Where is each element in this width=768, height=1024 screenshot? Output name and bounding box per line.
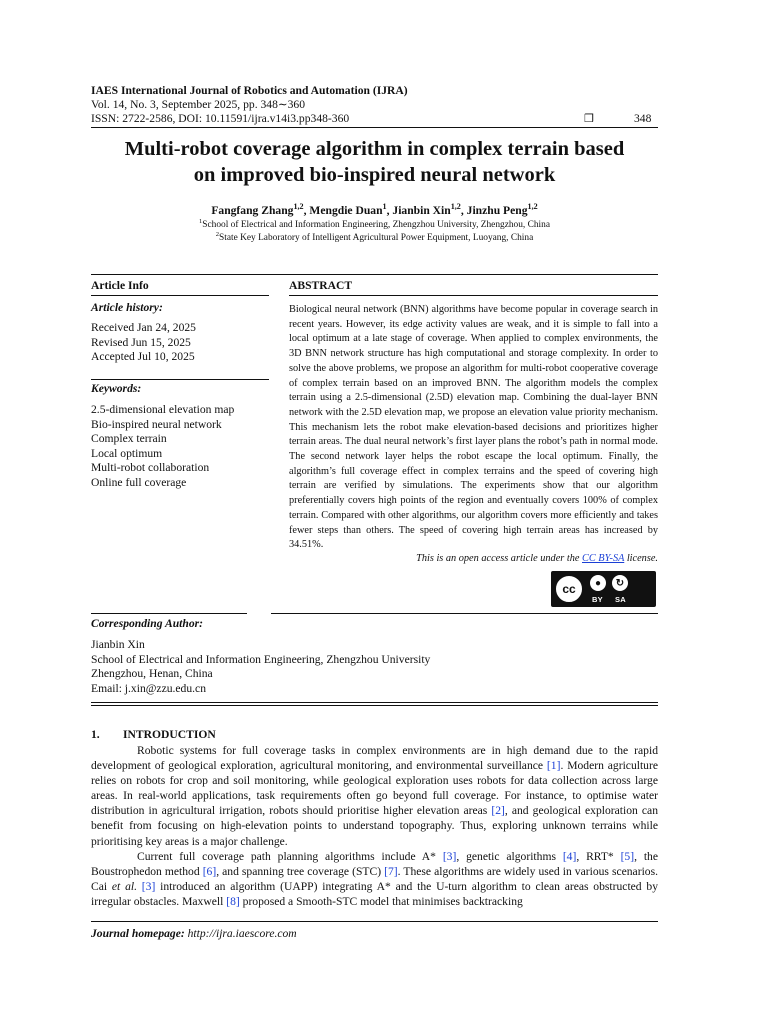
open-access-note	[289, 552, 658, 565]
volume-info: Vol. 14, No. 3, September 2025, pp. 348∼360	[91, 98, 305, 111]
cc-by-sa-link[interactable]: CC BY-SA	[582, 553, 625, 564]
intro-number: 1.	[91, 728, 100, 741]
intro-body	[91, 743, 658, 909]
intro-paragraph-2	[91, 849, 658, 909]
cc-attribution-group	[590, 574, 628, 604]
corresponding-city: Zhengzhou, Henan, China	[91, 667, 213, 681]
article-info-heading: Article Info	[91, 279, 149, 292]
intro-text: , and geological exploration can benefit from focusing on high-elevation points to understand topography. Thus, exploring unknown terrains while prioritising key areas is a major challenge.	[91, 804, 658, 848]
intro-text: , RRT*	[576, 849, 621, 863]
author-separator: ,	[303, 204, 310, 217]
homepage-label: Journal homepage:	[91, 927, 185, 940]
author-name: Fangfang Zhang	[211, 204, 294, 217]
intro-text: . Modern agriculture relies on robots for crop and soil monitoring, while geological exploration uses robots for data collection across large areas. In real-world applications, task requirements often go beyond full coverage. For instance, to optimise water distribution in agricultural irrigation, robots should prioritise higher elevation areas	[91, 759, 658, 818]
article-history-heading: Article history:	[91, 301, 163, 314]
keyword-item: Online full coverage	[91, 475, 187, 489]
citation-link[interactable]: [6]	[202, 864, 217, 878]
paper-title	[91, 136, 658, 188]
abstract-text: Biological neural network (BNN) algorithms have become popular in coverage search in recent years. However, its edge activity values are weak, and it is simple to fall into a local optimum at a late stage of coverage. When applied to complex environments, the 3D BNN network structure has high computational and storage complexity. In order to solve the above problems, we propose an algorithm for multi-robot cooperative coverage of complex terrain based on an improved BNN. The algorithm models the complex terrain using a 2.5-dimensional (2.5D) elevation map. Combining the dual-layer BNN network with the 2.5D elevation map, we propose an elevation value priority mechanism. This mechanism lets the robot make elevation-based decisions and prioritizes higher terrain areas. The dual neural network’s first layer plans the robot’s path in normal mode. The second network layer helps the robot escape the local optimum. Finally, the algorithm’s full coverage effect in complex terrains and the speed of covering high terrain are verified by simulations. The experiments show that our algorithm preferentially covers high points of the region and eventually covers 100% of complex terrain. Compared with other algorithms, our algorithm covers more efficiently and takes fewer steps than others. The speed of covering high terrain areas has increased by 34.51%.	[289, 304, 658, 551]
history-revised: Revised Jun 15, 2025	[91, 335, 191, 349]
keyword-item: Multi-robot collaboration	[91, 461, 210, 475]
footer-rule	[91, 921, 658, 922]
affiliation-2	[91, 232, 658, 244]
toc-square-icon[interactable]: ❒	[584, 113, 594, 125]
author-name: Mengdie Duan	[309, 204, 383, 217]
citation-link[interactable]: [1]	[546, 759, 561, 773]
intro-paragraph-1	[91, 743, 658, 849]
issn-doi: ISSN: 2722-2586, DOI: 10.11591/ijra.v14i3.pp348-360	[91, 112, 350, 125]
keywords-heading: Keywords:	[91, 382, 142, 395]
intro-text: , the Boustrophedon method	[91, 849, 658, 878]
intro-text: , genetic algorithms	[456, 849, 563, 863]
license-prefix: This is an open access article under the	[416, 553, 582, 564]
intro-text: Robotic systems for full coverage tasks in complex environments are in high demand due to the rapid development of geological exploration, agricultural monitoring, and environmental surveillance	[91, 744, 658, 773]
author-separator: ,	[386, 204, 393, 217]
keywords-rule	[91, 379, 269, 380]
header-rule	[91, 127, 658, 128]
keywords-list	[91, 403, 269, 491]
citation-link[interactable]: [7]	[384, 864, 398, 878]
title-line-2: on improved bio-inspired neural network	[193, 164, 556, 186]
article-history-list	[91, 321, 269, 365]
affiliation-number: 1	[198, 217, 203, 225]
corresponding-school: School of Electrical and Information Engineering, Zhengzhou University	[91, 652, 431, 666]
affiliation-text: School of Electrical and Information Engineering, Zhengzhou University, Zhengzhou, China	[202, 220, 551, 230]
intro-text: . These algorithms are widely used in various scenarios. Cai	[91, 864, 658, 893]
double-rule-top	[91, 702, 658, 703]
info-top-rule	[91, 274, 658, 275]
corresponding-details	[91, 638, 430, 696]
cc-by-label: BY	[591, 595, 603, 604]
author-separator: ,	[460, 204, 467, 217]
corresponding-email: Email: j.xin@zzu.edu.cn	[91, 681, 206, 695]
author-affil-sup: 1	[382, 202, 387, 212]
citation-link[interactable]: [4]	[562, 849, 577, 863]
citation-link[interactable]: [8]	[226, 894, 240, 908]
cc-labels	[592, 595, 626, 604]
article-info-rule	[91, 295, 269, 296]
corresponding-left-rule	[91, 613, 247, 614]
corresponding-name: Jianbin Xin	[91, 638, 145, 651]
affiliation-number: 2	[215, 230, 220, 238]
history-accepted: Accepted Jul 10, 2025	[91, 350, 195, 364]
citation-link[interactable]: [3]	[141, 879, 156, 893]
double-rule-bottom	[91, 705, 658, 706]
share-alike-icon: ↻	[612, 575, 628, 591]
cc-icon: cc	[554, 574, 584, 604]
cc-sa-label: SA	[615, 595, 627, 604]
keyword-item: Local optimum	[91, 446, 163, 460]
author-affil-sup: 1,2	[527, 202, 538, 212]
keyword-item: Complex terrain	[91, 432, 167, 446]
cc-by-sa-badge[interactable]	[551, 571, 656, 607]
history-received: Received Jan 24, 2025	[91, 321, 196, 334]
affiliation-1	[91, 219, 658, 231]
affiliation-text: State Key Laboratory of Intelligent Agricultural Power Equipment, Luoyang, China	[219, 233, 534, 243]
abstract-heading: ABSTRACT	[289, 279, 353, 292]
intro-heading: INTRODUCTION	[123, 728, 216, 741]
cc-icons-row	[590, 575, 628, 591]
corresponding-heading: Corresponding Author:	[91, 617, 204, 630]
intro-text: , and spanning tree coverage (STC)	[216, 864, 385, 878]
page-number: 348	[634, 112, 652, 125]
keyword-item: 2.5-dimensional elevation map	[91, 403, 235, 416]
et-al: et al.	[111, 879, 137, 893]
intro-text: Current full coverage path planning algorithms include A*	[137, 849, 443, 863]
abstract-rule	[289, 295, 658, 296]
citation-link[interactable]: [2]	[491, 804, 505, 818]
citation-link[interactable]: [5]	[620, 849, 635, 863]
intro-text: introduced an algorithm (UAPP) integrating A* and the U-turn algorithm to clean areas obstructed by irregular obstacles. Maxwell	[91, 879, 658, 908]
citation-link[interactable]: [3]	[442, 849, 457, 863]
homepage-url[interactable]: http://ijra.iaescore.com	[184, 927, 297, 940]
journal-homepage	[91, 927, 297, 941]
license-suffix: license.	[624, 553, 658, 564]
keyword-item: Bio-inspired neural network	[91, 417, 222, 431]
author-affil-sup: 1,2	[450, 202, 461, 212]
title-line-1: Multi-robot coverage algorithm in complex terrain based	[124, 138, 625, 160]
author-name: Jinzhu Peng	[466, 204, 528, 217]
author-name: Jianbin Xin	[392, 204, 451, 217]
attribution-person-icon: ●	[590, 575, 606, 591]
intro-text: proposed a Smooth-STC model that minimises backtracking	[239, 894, 523, 908]
journal-name: IAES International Journal of Robotics and Automation (IJRA)	[91, 84, 408, 97]
author-list	[91, 203, 658, 218]
author-affil-sup: 1,2	[293, 202, 304, 212]
corresponding-right-rule	[271, 613, 658, 614]
